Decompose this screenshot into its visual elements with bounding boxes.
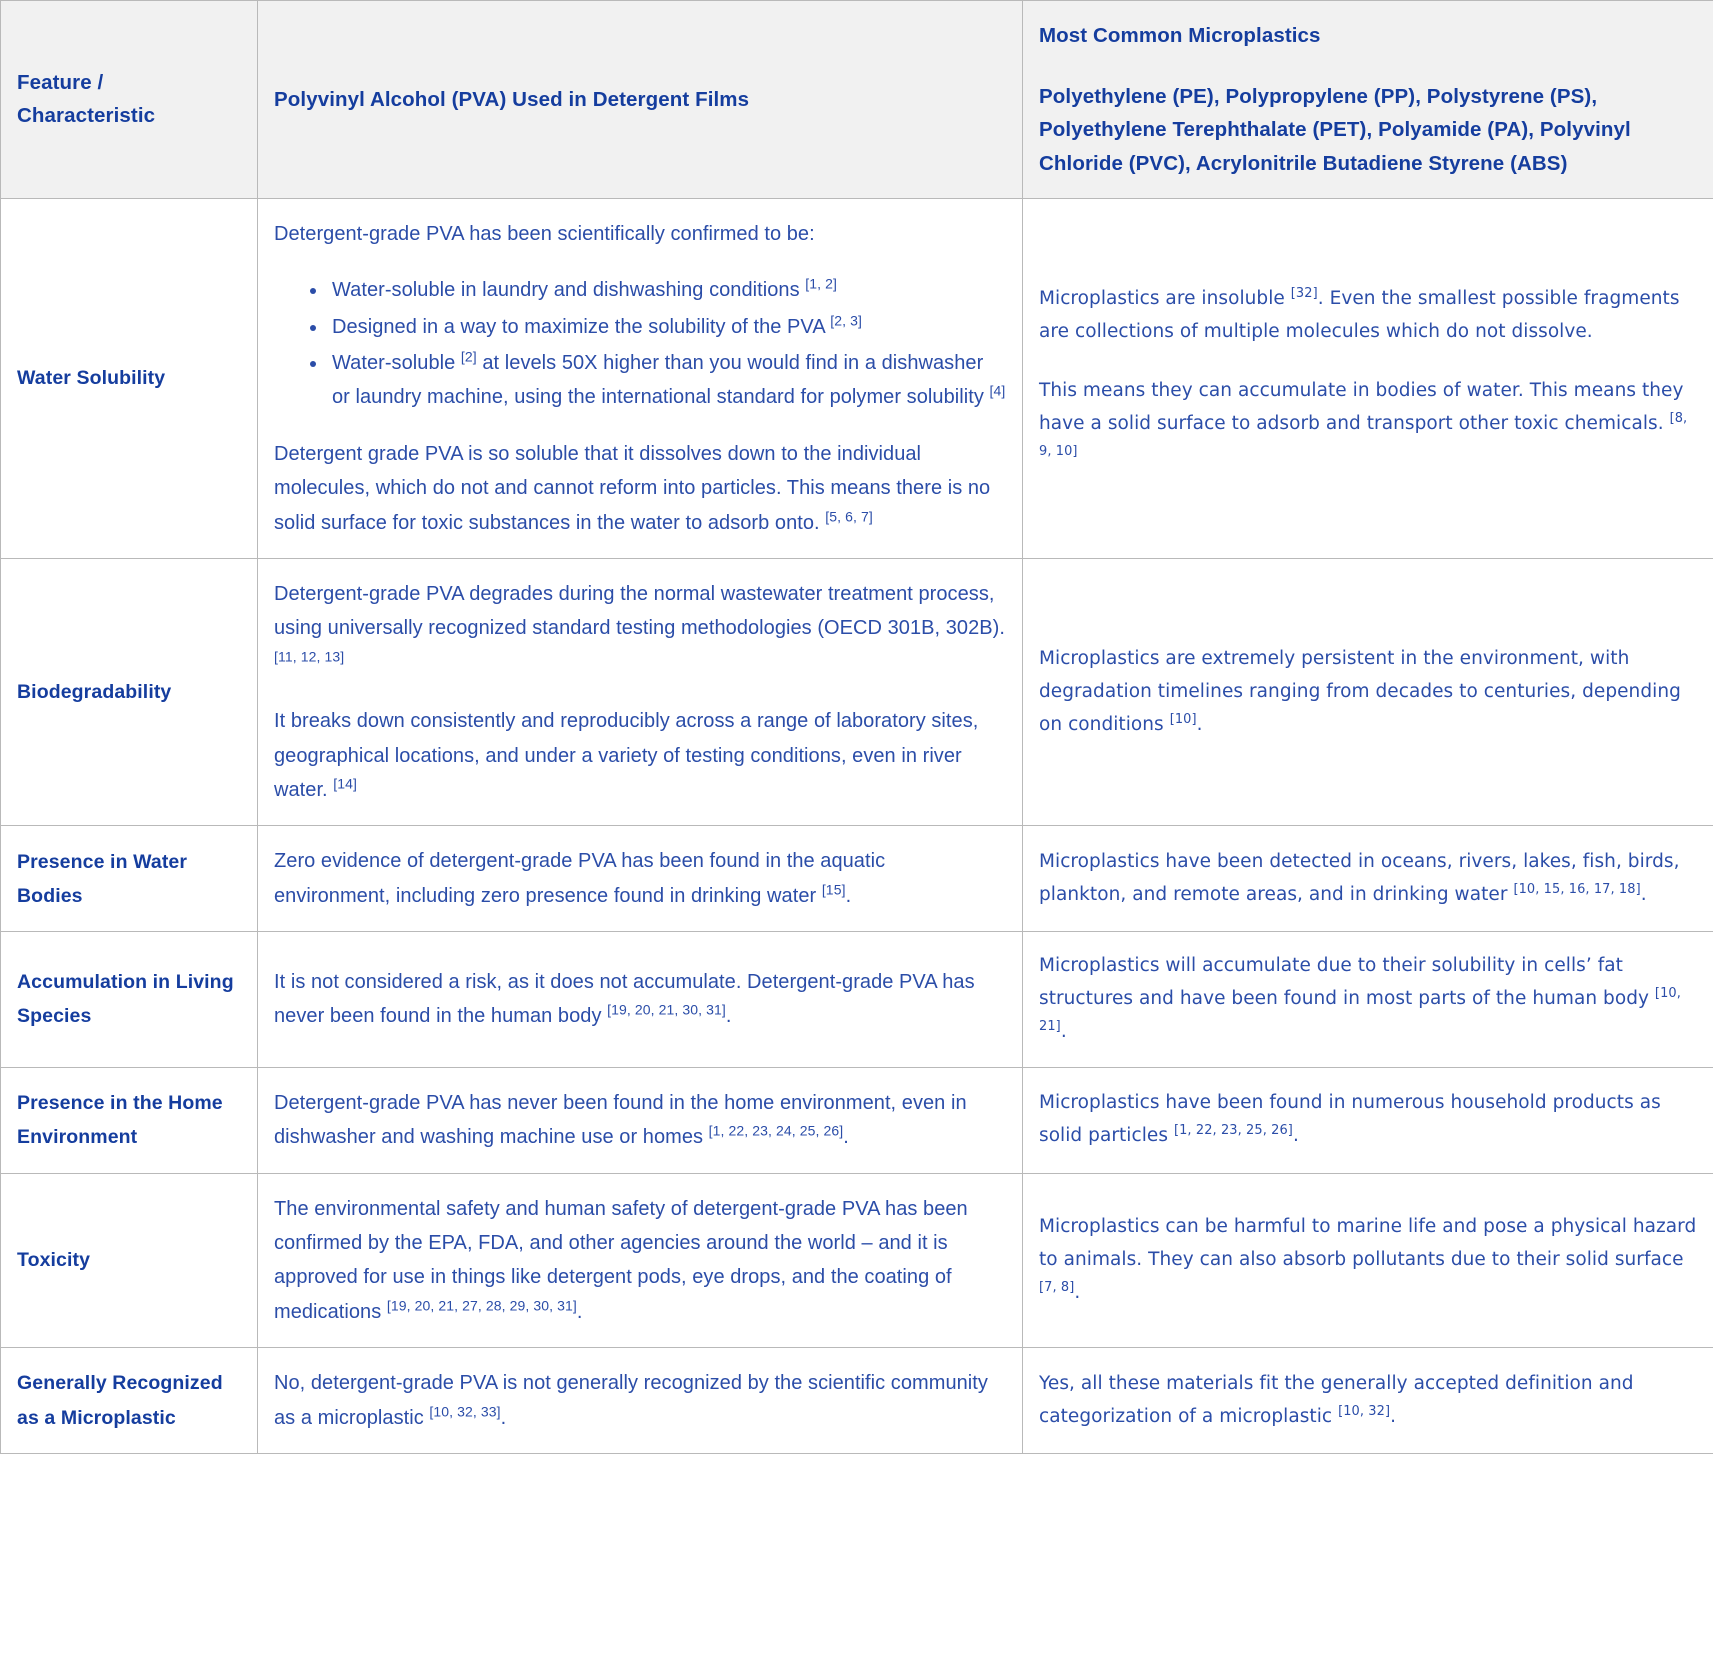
- citation-ref: [1, 22, 23, 24, 25, 26]: [708, 1122, 844, 1139]
- citation-ref: [10, 32]: [1338, 1403, 1391, 1419]
- pva-cell-text: [274, 1366, 1006, 1435]
- microplastics-cell-text: [1039, 950, 1697, 1049]
- citation-ref: [19, 20, 21, 30, 31]: [607, 1001, 726, 1018]
- microplastics-cell: [1023, 198, 1713, 558]
- citation-ref: [10, 21]: [1039, 985, 1681, 1034]
- pva-cell-text: [274, 217, 1006, 540]
- paragraph: The environmental safety and human safety of detergent-grade PVA has been confirmed by the EPA, FDA, and other agencies around the world – and it is approved for use in things like detergent pods, eye drops, and the coating of medications [19, 20, 21, 27, 28, 29, 30, 31].: [274, 1197, 968, 1323]
- table-row: [1, 558, 1713, 825]
- microplastics-cell-text: [1039, 1368, 1697, 1434]
- microplastics-cell-text: [1039, 643, 1697, 742]
- microplastics-cell-text: [1039, 1087, 1697, 1153]
- citation-ref: [7, 8]: [1039, 1279, 1075, 1295]
- paragraph: Detergent grade PVA is so soluble that it dissolves down to the individual molecules, which do not and cannot reform into particles. This means there is no solid surface for toxic substances in the water to adsorb onto. [5, 6, 7]: [274, 442, 991, 534]
- row-label-cell: [1, 1067, 258, 1173]
- paragraph: It is not considered a risk, as it does not accumulate. Detergent-grade PVA has never been found in the human body [19, 20, 21, 30, 31].: [274, 971, 975, 1028]
- row-label-cell: [1, 558, 258, 825]
- paragraph: Detergent-grade PVA degrades during the normal wastewater treatment process, using universally recognized standard testing methodologies (OECD 301B, 302B). [11, 12, 13]: [274, 582, 1005, 665]
- pva-cell-text: [274, 1192, 1006, 1330]
- microplastics-cell: [1023, 826, 1713, 932]
- citation-ref: [4]: [989, 382, 1006, 399]
- bullet-item: • Designed in a way to maximize the solubility of the PVA [2, 3]: [328, 310, 1006, 344]
- microplastics-cell: [1023, 558, 1713, 825]
- citation-ref: [8, 9, 10]: [1039, 410, 1688, 459]
- paragraph: Zero evidence of detergent-grade PVA has been found in the aquatic environment, including zero presence found in drinking water [15].: [274, 850, 886, 907]
- pva-cell: [258, 558, 1023, 825]
- microplastics-cell-text: [1039, 283, 1697, 474]
- paragraph: Microplastics have been found in numerous household products as solid particles [1, 22, 23, 25, 26].: [1039, 1092, 1661, 1147]
- table-row: [1, 1067, 1713, 1173]
- row-label-cell: [1, 826, 258, 932]
- citation-ref: [15]: [821, 881, 846, 898]
- microplastics-cell: [1023, 932, 1713, 1068]
- citation-ref: [1, 22, 23, 25, 26]: [1173, 1123, 1293, 1139]
- pva-cell-text: [274, 577, 1006, 807]
- citation-ref: [10, 32, 33]: [429, 1402, 501, 1419]
- table-row: [1, 1173, 1713, 1348]
- pva-cell: [258, 932, 1023, 1068]
- pva-cell: [258, 1348, 1023, 1454]
- header-label-pva: Polyvinyl Alcohol (PVA) Used in Detergent Films: [274, 87, 750, 111]
- row-label-cell: [1, 1348, 258, 1454]
- pva-cell-text: [274, 965, 1006, 1034]
- citation-ref: [2]: [460, 348, 477, 365]
- row-label: Water Solubility: [17, 367, 166, 390]
- microplastics-cell: [1023, 1173, 1713, 1348]
- row-label-cell: [1, 198, 258, 558]
- paragraph: Microplastics are insoluble [32]. Even the smallest possible fragments are collections of multiple molecules which do not dissolve.: [1039, 285, 1680, 342]
- citation-ref: [14]: [333, 775, 358, 792]
- paragraph: Microplastics are extremely persistent in the environment, with degradation timelines ranging from decades to centuries, depending on conditions [10].: [1039, 647, 1681, 735]
- paragraph: Yes, all these materials fit the generally accepted definition and categorization of a microplastic [10, 32].: [1039, 1372, 1634, 1427]
- table-header-row: [1, 1, 1713, 199]
- pva-cell-text: [274, 1086, 1006, 1155]
- header-label-microplastics-title: Most Common Microplastics: [1039, 24, 1321, 47]
- citation-ref: [2, 3]: [830, 311, 862, 328]
- paragraph: Microplastics have been detected in oceans, rivers, lakes, fish, birds, plankton, and remote areas, and in drinking water [10, 15, 16, 17, 18].: [1039, 850, 1680, 905]
- header-cell-microplastics: [1023, 1, 1713, 199]
- citation-ref: [1, 2]: [805, 275, 837, 292]
- microplastics-cell: [1023, 1067, 1713, 1173]
- citation-ref: [10, 15, 16, 17, 18]: [1513, 881, 1641, 897]
- citation-ref: [32]: [1290, 285, 1318, 301]
- row-label: Presence in the Home Environment: [17, 1092, 223, 1149]
- header-label-microplastics-list: Polyethylene (PE), Polypropylene (PP), Polystyrene (PS), Polyethylene Terephthalate (PET), Polyamide (PA), Polyvinyl Chloride (PVC), Acrylonitrile Butadiene Styrene (ABS): [1039, 85, 1631, 175]
- paragraph: No, detergent-grade PVA is not generally recognized by the scientific community as a microplastic [10, 32, 33].: [274, 1372, 988, 1429]
- pva-cell: [258, 198, 1023, 558]
- paragraph: Microplastics can be harmful to marine life and pose a physical hazard to animals. They can also absorb pollutants due to their solid surface [7, 8].: [1039, 1216, 1697, 1303]
- pva-cell: [258, 826, 1023, 932]
- paragraph: It breaks down consistently and reproducibly across a range of laboratory sites, geographical locations, and under a variety of testing conditions, even in river water. [14]: [274, 710, 979, 801]
- pva-cell: [258, 1173, 1023, 1348]
- row-label-cell: [1, 932, 258, 1068]
- table-row: [1, 198, 1713, 558]
- paragraph: Detergent-grade PVA has been scientifically confirmed to be:: [274, 222, 815, 245]
- row-label: Accumulation in Living Species: [17, 971, 234, 1028]
- paragraph: Microplastics will accumulate due to their solubility in cells’ fat structures and have been found in most parts of the human body [10, 21].: [1039, 955, 1681, 1042]
- bullet-item: • Water-soluble [2] at levels 50X higher than you would find in a dishwasher or laundry machine, using the international standard for polymer solubility [4]: [328, 346, 1006, 415]
- row-label-cell: [1, 1173, 258, 1348]
- row-label: Toxicity: [17, 1249, 91, 1272]
- microplastics-cell-text: [1039, 1211, 1697, 1310]
- citation-ref: [19, 20, 21, 27, 28, 29, 30, 31]: [386, 1297, 577, 1314]
- table-row: [1, 826, 1713, 932]
- table-row: [1, 932, 1713, 1068]
- header-cell-pva: [258, 1, 1023, 199]
- microplastics-cell: [1023, 1348, 1713, 1454]
- paragraph: Detergent-grade PVA has never been found in the home environment, even in dishwasher and washing machine use or homes [1, 22, 23, 24, 25, 26].: [274, 1091, 967, 1149]
- row-label: Presence in Water Bodies: [17, 850, 188, 907]
- bullet-list: [274, 273, 1006, 415]
- pva-cell: [258, 1067, 1023, 1173]
- header-cell-feature: [1, 1, 258, 199]
- microplastics-cell-text: [1039, 846, 1697, 912]
- row-label: Generally Recognized as a Microplastic: [17, 1372, 223, 1429]
- citation-ref: [10]: [1169, 711, 1197, 727]
- bullet-item: • Water-soluble in laundry and dishwashing conditions [1, 2]: [328, 273, 1006, 307]
- header-label-feature: Feature / Characteristic: [17, 71, 156, 128]
- row-label: Biodegradability: [17, 681, 172, 704]
- table-row: [1, 1348, 1713, 1454]
- citation-ref: [11, 12, 13]: [274, 648, 345, 665]
- pva-cell-text: [274, 844, 1006, 913]
- paragraph: This means they can accumulate in bodies of water. This means they have a solid surface to adsorb and transport other toxic chemicals. [8, 9, 10]: [1039, 379, 1688, 459]
- citation-ref: [5, 6, 7]: [825, 507, 873, 524]
